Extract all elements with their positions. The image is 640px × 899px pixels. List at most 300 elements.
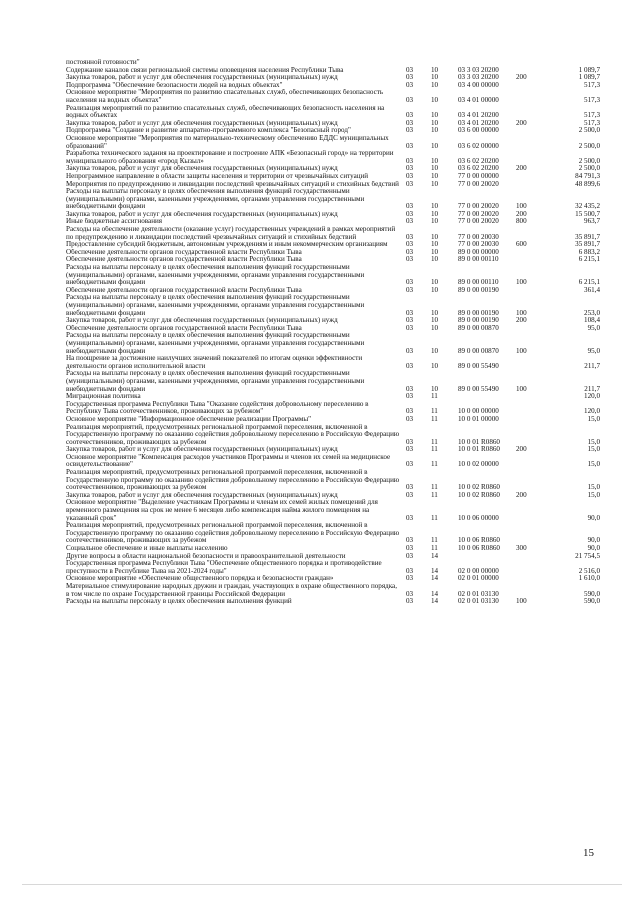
row-subsection-code: 10 xyxy=(431,308,439,317)
row-subsection-code: 10 xyxy=(431,317,439,325)
table-row xyxy=(66,287,600,295)
row-description: Материальное стимулирование народных дружин и граждан, участвующих в охране общественного порядка, в том числе по охране Государственной границы Российской Федерации xyxy=(66,582,397,598)
row-section-code: 03 xyxy=(406,308,414,317)
row-subsection-code: 11 xyxy=(431,407,438,416)
row-target-article: 89 0 00 00000 xyxy=(458,248,499,256)
row-description: Предоставление субсидий бюджетным, автономным учреждениям и иным некоммерческим организациям xyxy=(66,241,388,249)
row-amount: 2 516,0 xyxy=(578,566,600,575)
row-subsection-code: 10 xyxy=(431,248,439,256)
row-subsection-code: 10 xyxy=(431,172,439,180)
row-section-code: 03 xyxy=(406,127,414,135)
row-section-code: 03 xyxy=(406,74,414,82)
row-description: Основное мероприятие "Информационное обеспечение реализации Программы" xyxy=(66,415,311,423)
row-expense-type: 200 xyxy=(516,491,527,499)
row-expense-type xyxy=(514,181,538,189)
table-row xyxy=(66,492,600,500)
row-expense-type xyxy=(514,89,538,104)
row-subsection-code: 11 xyxy=(431,491,438,499)
row-description: Подпрограмма "Обеспечение безопасности людей на водных объектах" xyxy=(66,81,283,89)
row-expense-type: 100 xyxy=(516,384,527,393)
row-expense-type xyxy=(514,59,538,67)
row-description: Реализация мероприятий, предусмотренных региональной программой переселения, включенной в Государственную программу по оказанию содействия добровольному переселению в Российскую Федерацию соотечественников, проживающих за рубежом xyxy=(66,522,400,545)
table-row xyxy=(66,135,600,150)
row-description: Расходы на обеспечение деятельности (оказание услуг) государственных учреждений в рамках мероприятий по предупреждению и ликвидации последствий чрезвычайных ситуаций и стихийных бедствий xyxy=(66,226,396,241)
row-subsection-code: 10 xyxy=(431,324,439,332)
row-subsection-code: 10 xyxy=(431,127,439,135)
row-description: Расходы на выплаты персоналу в целях обеспечения выполнения функций государственными (муниципальными) органами, казенными учреждениями, органами управления государственными внебюджетными фондами xyxy=(66,188,365,211)
row-description: Мероприятия по предупреждению и ликвидации последствий чрезвычайных ситуаций и стихийных бедствий xyxy=(66,180,399,188)
row-subsection-code: 10 xyxy=(431,119,439,127)
row-section-code xyxy=(406,59,423,67)
table-row xyxy=(66,522,600,545)
row-subsection-code: 11 xyxy=(431,460,438,469)
row-target-article: 89 0 00 00870 xyxy=(458,324,499,332)
row-amount: 15 500,7 xyxy=(575,210,600,218)
table-row xyxy=(66,89,600,104)
row-description: Закупка товаров, работ и услуг для обеспечения государственных (муниципальных) нужд xyxy=(66,446,338,454)
table-row xyxy=(66,560,600,575)
row-target-article: 10 0 02 00000 xyxy=(458,460,499,469)
row-target-article: 02 0 01 03130 xyxy=(458,598,499,606)
row-section-code: 03 xyxy=(406,513,414,522)
table-row xyxy=(66,598,600,606)
table-row xyxy=(66,241,600,249)
row-expense-type: 200 xyxy=(516,165,527,173)
row-expense-type xyxy=(514,226,538,241)
row-amount: 2 500,0 xyxy=(578,156,600,165)
row-subsection-code: 10 xyxy=(431,384,439,393)
row-expense-type xyxy=(514,454,538,469)
row-amount: 32 435,2 xyxy=(575,202,600,211)
row-target-article: 89 0 00 00190 xyxy=(458,317,499,325)
row-description: постоянной готовности" xyxy=(66,59,140,66)
row-section-code: 03 xyxy=(406,407,414,416)
row-description: Расходы на выплаты персоналу в целях обеспечения выполнения функций xyxy=(66,598,292,606)
row-description: Основное мероприятие "Мероприятия по развитию спасательных служб, обеспечивающих безопасность населения на водных объектах" xyxy=(66,89,384,104)
row-target-article: 77 0 00 20020 xyxy=(458,210,499,218)
table-row xyxy=(66,454,600,469)
table-row xyxy=(66,332,600,355)
row-description: Подпрограмма "Создание и развитие аппаратно-программного комплекса "Безопасный город" xyxy=(66,127,351,135)
row-expense-type: 100 xyxy=(516,278,527,287)
row-subsection-code: 10 xyxy=(431,165,439,173)
row-target-article: 02 0 01 00000 xyxy=(458,575,499,583)
row-target-article: 03 6 00 00000 xyxy=(458,127,499,135)
row-section-code: 03 xyxy=(406,202,414,211)
row-subsection-code: 10 xyxy=(431,210,439,218)
row-expense-type xyxy=(514,249,538,257)
row-description: Обеспечение деятельности органов государственной власти Республики Тыва xyxy=(66,286,302,294)
row-subsection-code: 14 xyxy=(431,575,439,583)
row-expense-type: 200 xyxy=(516,119,527,127)
row-expense-type xyxy=(514,150,538,165)
row-amount: 590,0 xyxy=(584,589,600,598)
row-section-code: 03 xyxy=(406,256,414,264)
row-target-article: 03 4 01 20200 xyxy=(458,119,499,127)
row-amount: 1 089,7 xyxy=(578,66,600,74)
row-section-code: 03 xyxy=(406,491,414,499)
row-subsection-code: 10 xyxy=(431,286,439,294)
row-description: Иные бюджетные ассигнования xyxy=(66,218,163,226)
row-target-article xyxy=(452,553,514,561)
row-amount: 95,0 xyxy=(587,324,600,332)
row-subsection-code: 14 xyxy=(431,566,439,575)
row-amount xyxy=(538,59,600,67)
row-description: Расходы на выплаты персоналу в целях обеспечения выполнения функций государственными (муниципальными) органами, казенными учреждениями, органами управления государственными внебюджетными фондами xyxy=(66,294,365,317)
row-amount: 517,3 xyxy=(584,119,600,127)
row-subsection-code: 10 xyxy=(431,156,439,165)
row-target-article: 10 0 02 R0860 xyxy=(458,483,500,492)
row-expense-type xyxy=(514,553,538,561)
row-amount: 90,0 xyxy=(587,536,600,545)
table-row xyxy=(66,553,600,561)
row-expense-type: 100 xyxy=(516,202,527,211)
row-section-code: 03 xyxy=(406,598,414,606)
row-target-article: 89 0 00 00870 xyxy=(458,346,499,355)
row-section-code: 03 xyxy=(406,361,414,370)
row-description: Закупка товаров, работ и услуг для обеспечения государственных (муниципальных) нужд xyxy=(66,74,338,82)
row-description: Закупка товаров, работ и услуг для обеспечения государственных (муниципальных) нужд xyxy=(66,119,338,127)
row-subsection-code: 10 xyxy=(431,232,439,241)
row-description: Государственная программа Республики Тыва "Оказание содействия добровольному переселению в Республику Тыва соотечественников, проживающих за рубежом" xyxy=(66,400,369,416)
row-subsection-code: 10 xyxy=(431,111,439,120)
row-section-code: 03 xyxy=(406,248,414,256)
row-description: Закупка товаров, работ и услуг для обеспечения государственных (муниципальных) нужд xyxy=(66,317,338,325)
row-target-article: 77 0 00 20030 xyxy=(458,241,499,249)
row-subsection-code: 11 xyxy=(431,446,438,454)
row-expense-type: 200 xyxy=(516,446,527,454)
row-section-code: 03 xyxy=(406,460,414,469)
table-row xyxy=(66,165,600,173)
row-target-article: 10 0 06 R0860 xyxy=(458,536,500,545)
row-expense-type: 100 xyxy=(516,346,527,355)
row-description: Закупка товаров, работ и услуг для обеспечения государственных (муниципальных) нужд xyxy=(66,491,338,499)
table-row xyxy=(66,401,600,416)
row-subsection-code: 10 xyxy=(431,74,439,82)
row-target-article: 77 0 00 20030 xyxy=(458,232,499,241)
row-description: Основное мероприятие "Мероприятия по материально-техническому обеспечению ЕДДС муниципальных образований" xyxy=(66,134,389,150)
row-amount: 6 215,1 xyxy=(578,256,600,264)
row-section-code: 03 xyxy=(406,218,414,226)
row-expense-type xyxy=(514,401,538,416)
row-target-article: 77 0 00 20020 xyxy=(458,202,499,211)
row-section-code: 03 xyxy=(406,156,414,165)
row-section-code: 03 xyxy=(406,446,414,454)
row-amount: 108,4 xyxy=(584,317,600,325)
row-subsection-code: 14 xyxy=(431,589,439,598)
row-section-code: 03 xyxy=(406,180,414,188)
row-subsection-code: 10 xyxy=(431,81,439,89)
table-row xyxy=(66,82,600,90)
row-amount: 15,0 xyxy=(587,437,600,446)
row-description: Обеспечение деятельности органов государственной власти Республики Тыва xyxy=(66,324,302,332)
row-subsection-code: 10 xyxy=(431,361,439,370)
row-section-code: 03 xyxy=(406,241,414,249)
row-section-code: 03 xyxy=(406,141,414,150)
row-amount: 2 500,0 xyxy=(578,141,600,150)
row-section-code: 03 xyxy=(406,575,414,583)
row-target-article: 03 6 02 20200 xyxy=(458,165,499,173)
table-row xyxy=(66,74,600,82)
page-number: 15 xyxy=(583,847,594,859)
row-expense-type xyxy=(514,287,538,295)
table-row xyxy=(66,249,600,257)
row-target-article: 89 0 00 00110 xyxy=(458,278,499,287)
row-section-code: 03 xyxy=(406,119,414,127)
row-subsection-code: 11 xyxy=(431,393,438,401)
table-row xyxy=(66,446,600,454)
row-amount: 95,0 xyxy=(587,346,600,355)
row-amount: 2 500,0 xyxy=(578,165,600,173)
row-subsection-code: 11 xyxy=(431,437,438,446)
row-amount: 15,0 xyxy=(587,446,600,454)
row-description: Закупка товаров, работ и услуг для обеспечения государственных (муниципальных) нужд xyxy=(66,165,338,173)
row-expense-type xyxy=(514,499,538,522)
row-description: Содержание каналов связи региональной системы оповещения населения Республики Тыва xyxy=(66,66,344,74)
row-section-code: 03 xyxy=(406,111,414,120)
row-section-code: 03 xyxy=(406,393,414,401)
row-amount: 6 883,2 xyxy=(578,248,600,256)
row-subsection-code: 10 xyxy=(431,241,439,249)
row-section-code: 03 xyxy=(406,483,414,492)
row-description: Реализация мероприятий по развитию спасательных служб, обеспечивающих безопасность населения на водных объектах xyxy=(66,104,385,120)
row-target-article: 77 0 00 20020 xyxy=(458,180,499,188)
row-description: Расходы на выплаты персоналу в целях обеспечения выполнения функций государственными (муниципальными) органами, казенными учреждениями, органами управления государственными внебюджетными фондами xyxy=(66,332,365,355)
row-expense-type xyxy=(514,67,538,75)
row-section-code: 03 xyxy=(406,165,414,173)
table-row xyxy=(66,173,600,181)
row-amount: 211,7 xyxy=(584,384,600,393)
row-target-article: 89 0 00 55490 xyxy=(458,361,499,370)
row-description: На поощрение за достижение наилучших значений показателей по итогам оценки эффективности деятельности органов исполнительной власти xyxy=(66,355,363,370)
row-target-article: 77 0 00 00000 xyxy=(458,172,499,180)
row-amount: 84 791,3 xyxy=(575,172,600,180)
row-expense-type: 100 xyxy=(516,308,527,317)
row-target-article: 10 0 00 00000 xyxy=(458,407,499,416)
table-row xyxy=(66,393,600,401)
row-section-code: 03 xyxy=(406,278,414,287)
table-row xyxy=(66,218,600,226)
row-target-article: 10 0 02 R0860 xyxy=(458,491,500,499)
row-expense-type: 200 xyxy=(516,74,527,82)
table-row xyxy=(66,188,600,211)
row-subsection-code: 10 xyxy=(431,218,439,226)
row-target-article: 10 0 01 R0860 xyxy=(458,446,500,454)
row-section-code: 03 xyxy=(406,210,414,218)
row-expense-type xyxy=(514,135,538,150)
row-target-article: 89 0 00 00190 xyxy=(458,286,499,294)
table-row xyxy=(66,256,600,264)
row-target-article: 10 0 01 R0860 xyxy=(458,437,500,446)
row-subsection-code: 10 xyxy=(431,256,439,264)
row-target-article: 03 4 00 00000 xyxy=(458,81,499,89)
table-row xyxy=(66,469,600,492)
row-target-article: 03 3 03 20200 xyxy=(458,74,499,82)
table-row xyxy=(66,545,600,553)
row-expense-type: 300 xyxy=(516,545,527,552)
row-description: Расходы на выплаты персоналу в целях обеспечения выполнения функций государственными (муниципальными) органами, казенными учреждениями, органами управления государственными внебюджетными фондами xyxy=(66,264,365,287)
row-description: Основное мероприятие "Компенсация расходов участников Программы и членов их семей на медицинское освидетельствование" xyxy=(66,453,391,469)
table-row xyxy=(66,211,600,219)
row-expense-type xyxy=(514,575,538,583)
table-row xyxy=(66,317,600,325)
row-expense-type xyxy=(514,560,538,575)
row-section-code: 03 xyxy=(406,589,414,598)
row-subsection-code: 11 xyxy=(431,513,438,522)
row-subsection-code: 10 xyxy=(431,95,439,104)
row-expense-type xyxy=(514,393,538,401)
row-expense-type xyxy=(514,522,538,545)
row-amount: 35 891,7 xyxy=(575,232,600,241)
row-section-code: 03 xyxy=(406,566,414,575)
row-section-code: 03 xyxy=(406,324,414,332)
table-row xyxy=(66,294,600,317)
row-amount: 1 089,7 xyxy=(578,74,600,82)
budget-table-body xyxy=(66,59,600,606)
row-description: Непрограммное направление в области защиты населения и территории от чрезвычайных ситуаций xyxy=(66,172,369,180)
row-amount: 120,0 xyxy=(584,407,600,416)
row-expense-type xyxy=(514,424,538,447)
row-subsection-code: 10 xyxy=(431,66,439,74)
row-section-code: 03 xyxy=(406,552,414,560)
row-subsection-code: 10 xyxy=(431,202,439,211)
row-target-article: 10 0 01 00000 xyxy=(458,415,499,423)
row-subsection-code: 14 xyxy=(431,598,439,606)
table-row xyxy=(66,325,600,333)
table-row xyxy=(66,105,600,120)
row-target-article: 03 6 02 00000 xyxy=(458,141,499,150)
row-expense-type xyxy=(514,355,538,370)
row-target-article: 10 0 06 R0860 xyxy=(458,545,500,552)
table-row xyxy=(66,355,600,370)
row-section-code: 03 xyxy=(406,536,414,545)
row-amount: 48 899,6 xyxy=(575,180,600,188)
row-expense-type: 200 xyxy=(516,317,527,325)
row-amount: 517,3 xyxy=(584,95,600,104)
row-amount: 590,0 xyxy=(584,598,600,606)
row-target-article xyxy=(452,393,514,401)
row-description: Обеспечение деятельности органов государственной власти Республики Тыва xyxy=(66,248,302,256)
row-amount: 15,0 xyxy=(587,415,600,423)
row-amount: 90,0 xyxy=(587,513,600,522)
row-target-article: 03 4 01 00000 xyxy=(458,95,499,104)
row-section-code: 03 xyxy=(406,437,414,446)
row-amount: 90,0 xyxy=(587,545,600,552)
row-amount: 6 215,1 xyxy=(578,278,600,287)
row-amount: 21 754,5 xyxy=(575,552,600,560)
row-target-article: 02 0 01 03130 xyxy=(458,589,499,598)
row-expense-type xyxy=(514,583,538,598)
row-description: Основное мероприятие "Выделение участникам Программы и членам их семей жилых помещений для временного размещения на срок не менее 6 месяцев либо компенсация найма жилого помещения на указанный срок" xyxy=(66,499,378,522)
row-subsection-code: 10 xyxy=(431,180,439,188)
row-subsection-code: 11 xyxy=(431,536,438,545)
row-amount: 211,7 xyxy=(584,361,600,370)
row-target-article: 02 0 00 00000 xyxy=(458,566,499,575)
row-amount: 361,4 xyxy=(584,286,600,294)
table-row xyxy=(66,120,600,128)
row-section-code: 03 xyxy=(406,286,414,294)
row-section-code: 03 xyxy=(406,95,414,104)
row-amount: 517,3 xyxy=(584,111,600,120)
row-expense-type xyxy=(514,82,538,90)
row-expense-type xyxy=(514,256,538,264)
row-subsection-code: 11 xyxy=(431,415,438,423)
row-subsection-code: 14 xyxy=(431,552,439,560)
row-subsection-code xyxy=(423,59,452,67)
table-row xyxy=(66,424,600,447)
row-expense-type xyxy=(514,469,538,492)
row-expense-type xyxy=(514,105,538,120)
row-description: Закупка товаров, работ и услуг для обеспечения государственных (муниципальных) нужд xyxy=(66,210,338,218)
row-target-article: 03 4 01 20200 xyxy=(458,111,499,120)
row-expense-type xyxy=(514,127,538,135)
budget-table xyxy=(66,59,600,606)
row-expense-type: 800 xyxy=(516,218,527,226)
row-amount: 15,0 xyxy=(587,460,600,469)
row-description: Миграционная политика xyxy=(66,393,141,401)
table-row xyxy=(66,416,600,424)
row-section-code: 03 xyxy=(406,81,414,89)
row-amount: 253,0 xyxy=(584,308,600,317)
footer-rule xyxy=(22,884,622,885)
table-row xyxy=(66,370,600,393)
row-expense-type xyxy=(514,416,538,424)
table-row xyxy=(66,226,600,241)
table-row xyxy=(66,264,600,287)
row-description: Социальное обеспечение и иные выплаты населению xyxy=(66,545,228,552)
row-section-code: 03 xyxy=(406,232,414,241)
row-section-code: 03 xyxy=(406,66,414,74)
row-section-code: 03 xyxy=(406,317,414,325)
row-target-article: 77 0 00 20020 xyxy=(458,218,499,226)
row-target-article: 89 0 00 55490 xyxy=(458,384,499,393)
row-amount: 2 500,0 xyxy=(578,127,600,135)
row-amount: 15,0 xyxy=(587,483,600,492)
row-expense-type: 600 xyxy=(516,241,527,249)
table-row xyxy=(66,583,600,598)
row-target-article: 89 0 00 00110 xyxy=(458,256,499,264)
row-expense-type: 200 xyxy=(516,210,527,218)
table-row xyxy=(66,67,600,75)
row-target-article xyxy=(452,59,514,67)
row-description: Государственная программа Республики Тыва "Обеспечение общественного порядка и противодействие преступности в Республике Тыва на 2021-2024 годы" xyxy=(66,560,382,575)
row-subsection-code: 11 xyxy=(431,483,438,492)
row-expense-type: 100 xyxy=(516,598,527,606)
table-row xyxy=(66,499,600,522)
table-row xyxy=(66,575,600,583)
row-amount: 15,0 xyxy=(587,491,600,499)
row-subsection-code: 11 xyxy=(431,545,438,552)
row-target-article: 89 0 00 00190 xyxy=(458,308,499,317)
row-section-code: 03 xyxy=(406,545,414,552)
row-subsection-code: 10 xyxy=(431,141,439,150)
row-description: Обеспечение деятельности органов государственной власти Республики Тыва xyxy=(66,256,302,264)
row-subsection-code: 10 xyxy=(431,346,439,355)
row-target-article: 10 0 06 00000 xyxy=(458,513,499,522)
row-amount: 1 610,0 xyxy=(578,575,600,583)
row-amount: 120,0 xyxy=(584,393,600,401)
row-section-code: 03 xyxy=(406,415,414,423)
row-description: Расходы на выплаты персоналу в целях обеспечения выполнения функций государственными (муниципальными) органами, казенными учреждениями, органами управления государственными внебюджетными фондами xyxy=(66,370,365,393)
row-section-code: 03 xyxy=(406,384,414,393)
row-description: Разработка технического задания на проектирование и построение АПК «Безопасный город» на территории муниципального образования «город Кызыл» xyxy=(66,150,394,165)
row-amount: 517,3 xyxy=(584,81,600,89)
table-row xyxy=(66,150,600,165)
table-row xyxy=(66,181,600,189)
table-row xyxy=(66,59,600,67)
row-target-article: 03 6 02 20200 xyxy=(458,156,499,165)
row-target-article: 03 3 03 20200 xyxy=(458,66,499,74)
